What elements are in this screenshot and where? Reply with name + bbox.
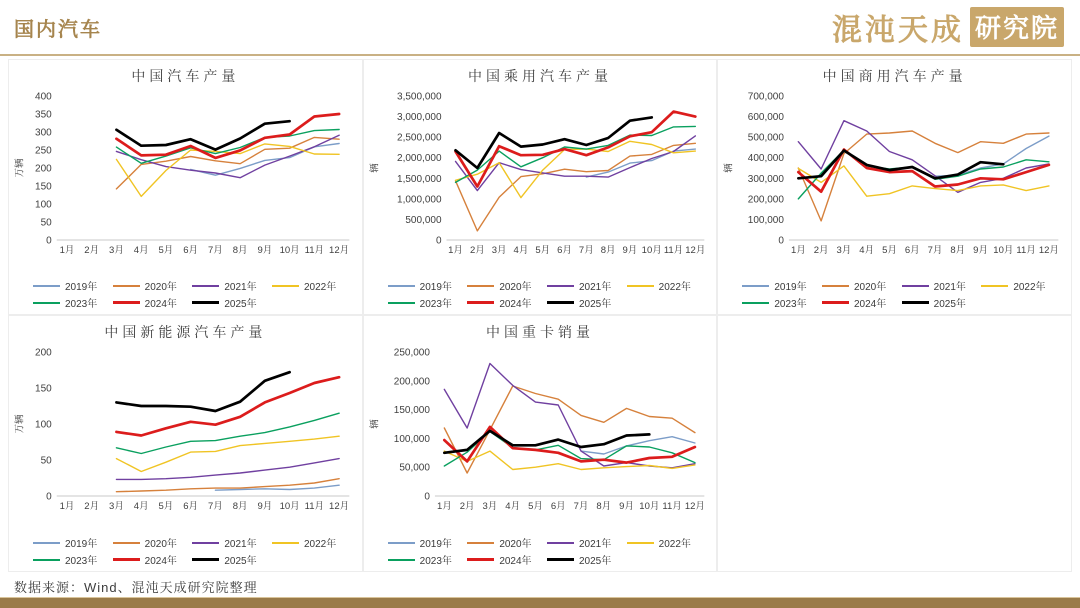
y-tick-label: 1,500,000 <box>396 173 442 185</box>
chart-title: 中国商用汽车产量 <box>822 68 967 84</box>
legend-label: 2025年 <box>578 299 612 310</box>
legend-label: 2023年 <box>419 299 452 310</box>
x-tick-label: 6月 <box>550 501 566 512</box>
y-tick-label: 300,000 <box>748 173 785 185</box>
x-tick-label: 12月 <box>329 245 350 256</box>
x-tick-label: 8月 <box>950 245 966 256</box>
x-tick-label: 10月 <box>279 501 300 512</box>
legend-item-2023年 <box>33 552 113 567</box>
legend-swatch-2024年 <box>822 301 849 304</box>
page-header <box>0 0 1080 56</box>
legend-item-2019年 <box>742 278 822 293</box>
legend-label: 2024年 <box>144 299 177 310</box>
y-tick-label: 2,000,000 <box>396 153 442 165</box>
chart-legend <box>722 275 1067 312</box>
legend-item-2019年 <box>33 535 113 550</box>
legend-swatch-2024年 <box>113 301 140 304</box>
y-tick-label: 200 <box>35 347 52 359</box>
legend-label: 2019年 <box>419 539 452 550</box>
legend-item-2024年 <box>467 552 547 567</box>
legend-swatch-2023年 <box>33 559 60 561</box>
legend-swatch-2023年 <box>33 302 60 304</box>
legend-label: 2020年 <box>144 282 177 293</box>
legend-label: 2021年 <box>578 282 612 293</box>
legend-swatch-2020年 <box>113 542 140 544</box>
y-tick-label: 50,000 <box>398 462 430 474</box>
legend-swatch-2024年 <box>467 558 494 561</box>
x-tick-label: 4月 <box>513 245 529 256</box>
legend-item-2022年 <box>627 535 707 550</box>
y-tick-label: 0 <box>46 235 52 247</box>
legend-label: 2023年 <box>65 556 98 567</box>
legend-swatch-2025年 <box>547 301 574 304</box>
x-tick-label: 8月 <box>232 501 248 512</box>
x-tick-label: 10月 <box>641 245 662 256</box>
legend-item-2023年 <box>33 295 113 310</box>
y-tick-label: 3,500,000 <box>396 91 442 103</box>
y-axis-unit-label: 辆 <box>368 163 380 173</box>
legend-item-2020年 <box>467 278 547 293</box>
legend-item-2020年 <box>822 278 902 293</box>
x-tick-label: 4月 <box>859 245 875 256</box>
x-tick-label: 12月 <box>1039 245 1060 256</box>
legend-label: 2024年 <box>853 299 887 310</box>
y-axis-unit-label: 万辆 <box>14 414 26 434</box>
x-tick-label: 5月 <box>535 245 550 256</box>
y-tick-label: 100,000 <box>748 214 785 226</box>
x-tick-label: 10月 <box>279 245 300 256</box>
x-tick-label: 7月 <box>578 245 594 256</box>
legend-item-2025年 <box>547 552 627 567</box>
legend-label: 2023年 <box>419 556 452 567</box>
y-tick-label: 250 <box>35 145 52 157</box>
logo-script-text: 混沌天成 <box>831 14 964 47</box>
plot-area <box>368 344 713 532</box>
series-line-2022年 <box>455 141 695 197</box>
legend-label: 2025年 <box>224 556 257 567</box>
x-tick-label: 12月 <box>684 245 706 256</box>
x-tick-label: 12月 <box>684 501 705 512</box>
y-axis-unit-label: 辆 <box>723 163 735 173</box>
legend-item-2021年 <box>192 278 272 293</box>
legend-item-2019年 <box>388 278 468 293</box>
x-tick-label: 9月 <box>618 501 634 512</box>
chart-legend <box>368 532 713 569</box>
x-tick-label: 6月 <box>183 245 199 256</box>
y-tick-label: 0 <box>778 235 785 247</box>
y-axis-unit-label: 辆 <box>368 419 380 429</box>
legend-label: 2025年 <box>933 299 966 310</box>
legend-item-2020年 <box>113 278 193 293</box>
legend-swatch-2019年 <box>388 285 415 287</box>
y-axis-unit-label: 万辆 <box>14 158 26 178</box>
x-tick-label: 12月 <box>329 501 350 512</box>
legend-label: 2022年 <box>303 539 337 550</box>
legend-label: 2022年 <box>658 282 691 293</box>
legend-swatch-2023年 <box>388 559 415 561</box>
legend-swatch-2022年 <box>272 285 299 287</box>
series-line-2022年 <box>799 166 1050 196</box>
x-tick-label: 2月 <box>84 245 100 256</box>
y-tick-label: 150,000 <box>393 405 430 417</box>
legend-swatch-2019年 <box>388 542 415 544</box>
legend-label: 2023年 <box>774 299 807 310</box>
footer-bar <box>0 597 1080 608</box>
legend-item-2021年 <box>547 535 627 550</box>
legend-label: 2021年 <box>224 539 257 550</box>
x-tick-label: 7月 <box>207 245 223 256</box>
chart-commercial-vehicle-production <box>717 59 1072 315</box>
y-tick-label: 3,000,000 <box>396 112 442 124</box>
series-line-2022年 <box>116 436 339 471</box>
y-tick-label: 400,000 <box>748 153 785 165</box>
legend-swatch-2020年 <box>467 285 494 287</box>
y-tick-label: 200 <box>35 163 52 175</box>
legend-item-2025年 <box>192 295 272 310</box>
x-tick-label: 4月 <box>133 501 149 512</box>
x-tick-label: 6月 <box>556 245 572 256</box>
empty-cell <box>717 315 1072 572</box>
plot-area <box>13 344 358 532</box>
chart-svg <box>13 344 358 516</box>
series-line-2021年 <box>799 121 1050 193</box>
legend-label: 2019年 <box>419 282 452 293</box>
x-tick-label: 4月 <box>504 501 520 512</box>
y-tick-label: 150 <box>35 181 52 193</box>
legend-label: 2019年 <box>65 539 98 550</box>
x-tick-label: 1月 <box>436 501 452 512</box>
legend-swatch-2024年 <box>467 301 494 304</box>
legend-swatch-2020年 <box>467 542 494 544</box>
legend-item-2021年 <box>547 278 627 293</box>
x-tick-label: 6月 <box>905 245 920 256</box>
legend-swatch-2022年 <box>272 542 299 544</box>
legend-label: 2019年 <box>65 282 98 293</box>
x-tick-label: 11月 <box>304 501 325 512</box>
chart-nev-production <box>8 315 363 572</box>
legend-item-2022年 <box>627 278 707 293</box>
legend-swatch-2020年 <box>113 285 140 287</box>
x-tick-label: 5月 <box>527 501 543 512</box>
legend-item-2025年 <box>547 295 627 310</box>
chart-svg <box>368 344 713 516</box>
y-tick-label: 500,000 <box>748 132 785 144</box>
x-tick-label: 11月 <box>304 245 325 256</box>
x-tick-label: 5月 <box>882 245 898 256</box>
y-tick-label: 200,000 <box>393 376 430 388</box>
y-tick-label: 0 <box>435 235 442 247</box>
series-line-2022年 <box>444 451 695 469</box>
legend-item-2024年 <box>467 295 547 310</box>
series-line-2022年 <box>116 144 339 197</box>
y-tick-label: 0 <box>46 491 52 503</box>
y-tick-label: 600,000 <box>748 112 785 124</box>
x-tick-label: 1月 <box>447 245 463 256</box>
legend-swatch-2021年 <box>192 285 219 287</box>
x-tick-label: 3月 <box>482 501 497 512</box>
series-line-2025年 <box>116 372 289 411</box>
chart-svg <box>368 88 713 260</box>
x-tick-label: 3月 <box>491 245 507 256</box>
legend-swatch-2024年 <box>113 558 140 561</box>
plot-area <box>13 88 358 275</box>
y-tick-label: 1,000,000 <box>396 194 442 206</box>
y-tick-label: 500,000 <box>405 214 442 226</box>
x-tick-label: 9月 <box>257 501 273 512</box>
legend-label: 2020年 <box>499 282 532 293</box>
legend-item-2022年 <box>272 278 352 293</box>
legend-swatch-2025年 <box>192 558 219 561</box>
series-line-2025年 <box>116 121 289 149</box>
x-tick-label: 6月 <box>183 501 199 512</box>
x-tick-label: 9月 <box>257 245 273 256</box>
y-tick-label: 100 <box>35 199 52 211</box>
y-tick-label: 100 <box>35 419 52 431</box>
y-tick-label: 50 <box>40 455 52 467</box>
legend-label: 2023年 <box>65 299 98 310</box>
chart-title: 中国乘用汽车产量 <box>467 68 612 84</box>
y-tick-label: 0 <box>424 491 430 503</box>
x-tick-label: 2月 <box>84 501 100 512</box>
y-tick-label: 2,500,000 <box>396 132 442 144</box>
legend-label: 2025年 <box>578 556 612 567</box>
x-tick-label: 3月 <box>109 501 124 512</box>
x-tick-label: 1月 <box>791 245 807 256</box>
logo-badge-text: 研究院 <box>970 7 1064 47</box>
legend-label: 2020年 <box>853 282 887 293</box>
company-logo <box>832 5 1064 49</box>
legend-item-2022年 <box>981 278 1061 293</box>
legend-item-2023年 <box>388 295 468 310</box>
page-title: 国内汽车 <box>14 18 102 41</box>
legend-label: 2021年 <box>933 282 966 293</box>
x-tick-label: 3月 <box>836 245 852 256</box>
legend-swatch-2021年 <box>902 285 929 287</box>
x-tick-label: 7月 <box>573 501 589 512</box>
chart-legend <box>368 275 713 312</box>
y-tick-label: 300 <box>35 127 52 139</box>
series-line-2024年 <box>799 150 1050 192</box>
legend-item-2019年 <box>388 535 468 550</box>
legend-item-2023年 <box>388 552 468 567</box>
legend-swatch-2021年 <box>192 542 219 544</box>
legend-label: 2022年 <box>1013 282 1046 293</box>
chart-svg <box>13 88 358 260</box>
legend-swatch-2019年 <box>33 285 60 287</box>
legend-swatch-2023年 <box>388 302 415 304</box>
legend-item-2022年 <box>272 535 352 550</box>
legend-item-2024年 <box>113 552 193 567</box>
x-tick-label: 3月 <box>109 245 124 256</box>
chart-title: 中国新能源汽车产量 <box>104 324 267 340</box>
chart-legend <box>13 275 358 312</box>
data-source-note: 数据来源：Wind、混沌天成研究院整理 <box>14 580 258 595</box>
legend-item-2024年 <box>822 295 902 310</box>
legend-swatch-2020年 <box>822 285 849 287</box>
x-tick-label: 5月 <box>158 501 174 512</box>
plot-area <box>722 88 1067 275</box>
y-tick-label: 50 <box>40 217 52 229</box>
x-tick-label: 2月 <box>814 245 829 256</box>
x-tick-label: 11月 <box>663 245 683 256</box>
x-tick-label: 1月 <box>59 501 75 512</box>
chart-legend <box>13 532 358 569</box>
legend-swatch-2019年 <box>742 285 769 287</box>
legend-swatch-2025年 <box>547 558 574 561</box>
y-tick-label: 150 <box>35 383 52 395</box>
legend-label: 2021年 <box>578 539 612 550</box>
y-tick-label: 100,000 <box>393 433 430 445</box>
chart-auto-production <box>8 59 363 315</box>
legend-label: 2022年 <box>303 282 337 293</box>
y-tick-label: 200,000 <box>748 194 785 206</box>
legend-label: 2025年 <box>224 299 257 310</box>
x-tick-label: 7月 <box>927 245 943 256</box>
legend-label: 2024年 <box>144 556 177 567</box>
chart-title: 中国汽车产量 <box>131 68 240 84</box>
legend-label: 2024年 <box>499 299 532 310</box>
legend-item-2021年 <box>902 278 982 293</box>
legend-label: 2020年 <box>499 539 532 550</box>
x-tick-label: 8月 <box>600 245 616 256</box>
x-tick-label: 2月 <box>459 501 475 512</box>
chart-grid <box>8 59 1072 572</box>
legend-label: 2024年 <box>499 556 532 567</box>
chart-passenger-car-production <box>363 59 718 315</box>
legend-label: 2019年 <box>774 282 807 293</box>
legend-label: 2020年 <box>144 539 177 550</box>
x-tick-label: 10月 <box>638 501 660 512</box>
legend-item-2025年 <box>192 552 272 567</box>
legend-item-2020年 <box>113 535 193 550</box>
x-tick-label: 10月 <box>993 245 1014 256</box>
chart-svg <box>722 88 1067 260</box>
legend-item-2025年 <box>902 295 982 310</box>
legend-swatch-2022年 <box>627 542 654 544</box>
legend-swatch-2019年 <box>33 542 60 544</box>
legend-swatch-2025年 <box>902 301 929 304</box>
plot-area <box>368 88 713 275</box>
legend-item-2020年 <box>467 535 547 550</box>
legend-item-2024年 <box>113 295 193 310</box>
y-tick-label: 400 <box>35 91 52 103</box>
y-tick-label: 700,000 <box>748 91 785 103</box>
legend-item-2019年 <box>33 278 113 293</box>
legend-swatch-2023年 <box>742 302 769 304</box>
x-tick-label: 8月 <box>596 501 611 512</box>
legend-swatch-2022年 <box>627 285 654 287</box>
legend-swatch-2022年 <box>981 285 1008 287</box>
legend-label: 2022年 <box>658 539 691 550</box>
legend-swatch-2021年 <box>547 285 574 287</box>
x-tick-label: 8月 <box>232 245 248 256</box>
x-tick-label: 1月 <box>59 245 75 256</box>
x-tick-label: 5月 <box>158 245 174 256</box>
legend-item-2023年 <box>742 295 822 310</box>
legend-item-2021年 <box>192 535 272 550</box>
x-tick-label: 9月 <box>622 245 637 256</box>
legend-label: 2021年 <box>224 282 257 293</box>
legend-swatch-2025年 <box>192 301 219 304</box>
x-tick-label: 4月 <box>133 245 149 256</box>
x-tick-label: 2月 <box>469 245 485 256</box>
chart-title: 中国重卡销量 <box>485 324 594 340</box>
chart-heavy-truck-sales <box>363 315 718 572</box>
legend-swatch-2021年 <box>547 542 574 544</box>
series-line-2023年 <box>455 126 695 182</box>
x-tick-label: 11月 <box>1016 245 1037 256</box>
y-tick-label: 350 <box>35 109 52 121</box>
x-tick-label: 11月 <box>662 501 682 512</box>
y-tick-label: 250,000 <box>393 347 430 359</box>
x-tick-label: 7月 <box>207 501 223 512</box>
x-tick-label: 9月 <box>973 245 989 256</box>
